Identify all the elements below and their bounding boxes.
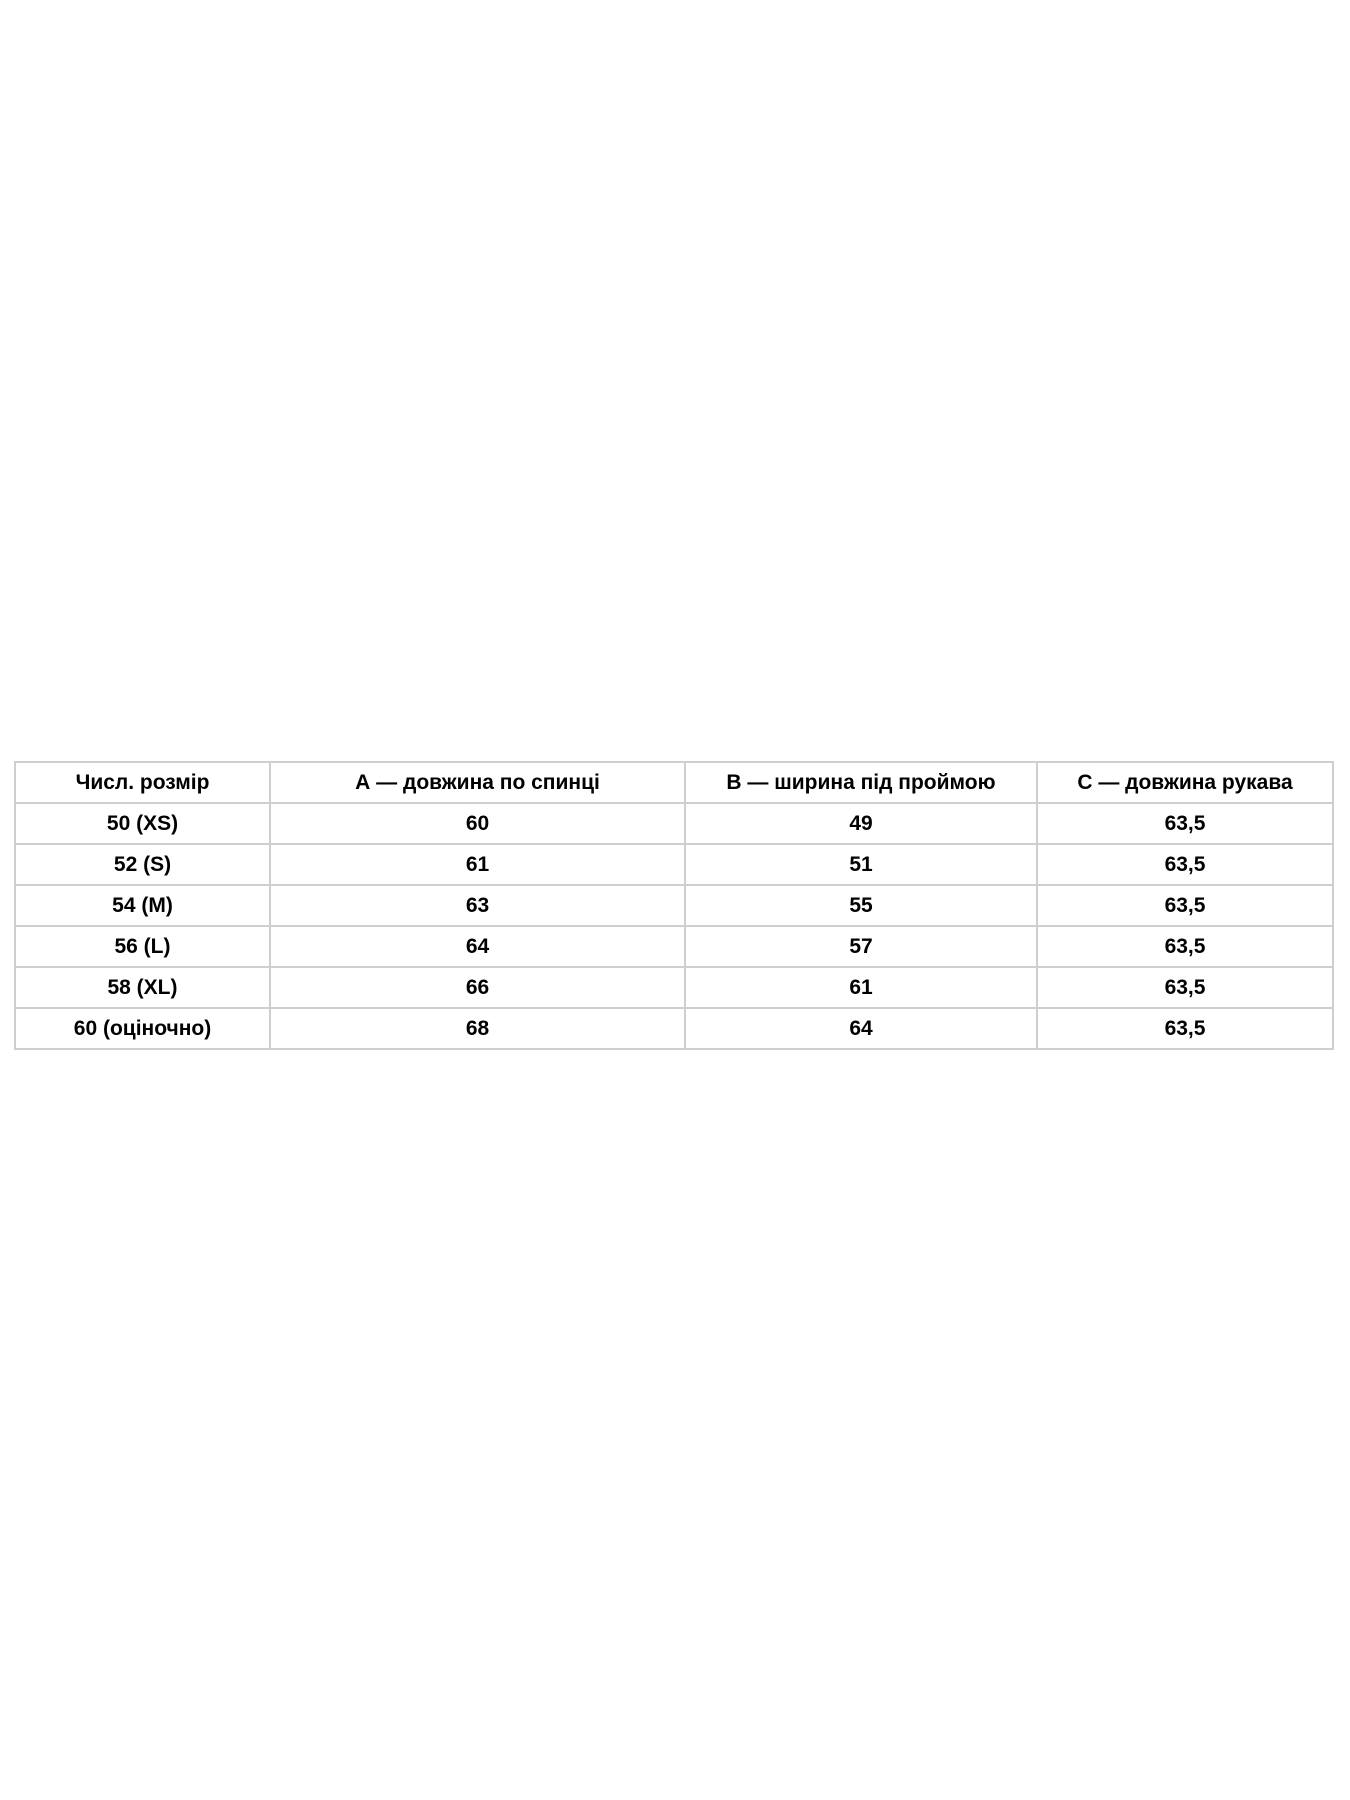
size-label-cell: 58 (XL)	[15, 967, 270, 1008]
table-row	[15, 885, 1333, 926]
size-chart-container	[14, 761, 1332, 1050]
table-row	[15, 967, 1333, 1008]
measurement-cell: 63,5	[1037, 803, 1333, 844]
size-label-cell: 60 (оціночно)	[15, 1008, 270, 1049]
column-header: В — ширина під проймою	[685, 762, 1037, 803]
measurement-cell: 66	[270, 967, 685, 1008]
table-row	[15, 926, 1333, 967]
size-label-cell: 56 (L)	[15, 926, 270, 967]
measurement-cell: 60	[270, 803, 685, 844]
table-row	[15, 1008, 1333, 1049]
size-label-cell: 52 (S)	[15, 844, 270, 885]
measurement-cell: 61	[270, 844, 685, 885]
measurement-cell: 63	[270, 885, 685, 926]
measurement-cell: 55	[685, 885, 1037, 926]
size-chart-header-row	[15, 762, 1333, 803]
measurement-cell: 63,5	[1037, 844, 1333, 885]
measurement-cell: 63,5	[1037, 967, 1333, 1008]
measurement-cell: 61	[685, 967, 1037, 1008]
size-label-cell: 54 (M)	[15, 885, 270, 926]
measurement-cell: 63,5	[1037, 926, 1333, 967]
measurement-cell: 68	[270, 1008, 685, 1049]
measurement-cell: 63,5	[1037, 885, 1333, 926]
column-header: А — довжина по спинці	[270, 762, 685, 803]
table-row	[15, 803, 1333, 844]
size-label-cell: 50 (XS)	[15, 803, 270, 844]
column-header: С — довжина рукава	[1037, 762, 1333, 803]
measurement-cell: 64	[270, 926, 685, 967]
size-chart-table	[14, 761, 1334, 1050]
measurement-cell: 51	[685, 844, 1037, 885]
measurement-cell: 64	[685, 1008, 1037, 1049]
column-header: Числ. розмір	[15, 762, 270, 803]
measurement-cell: 63,5	[1037, 1008, 1333, 1049]
measurement-cell: 57	[685, 926, 1037, 967]
measurement-cell: 49	[685, 803, 1037, 844]
table-row	[15, 844, 1333, 885]
